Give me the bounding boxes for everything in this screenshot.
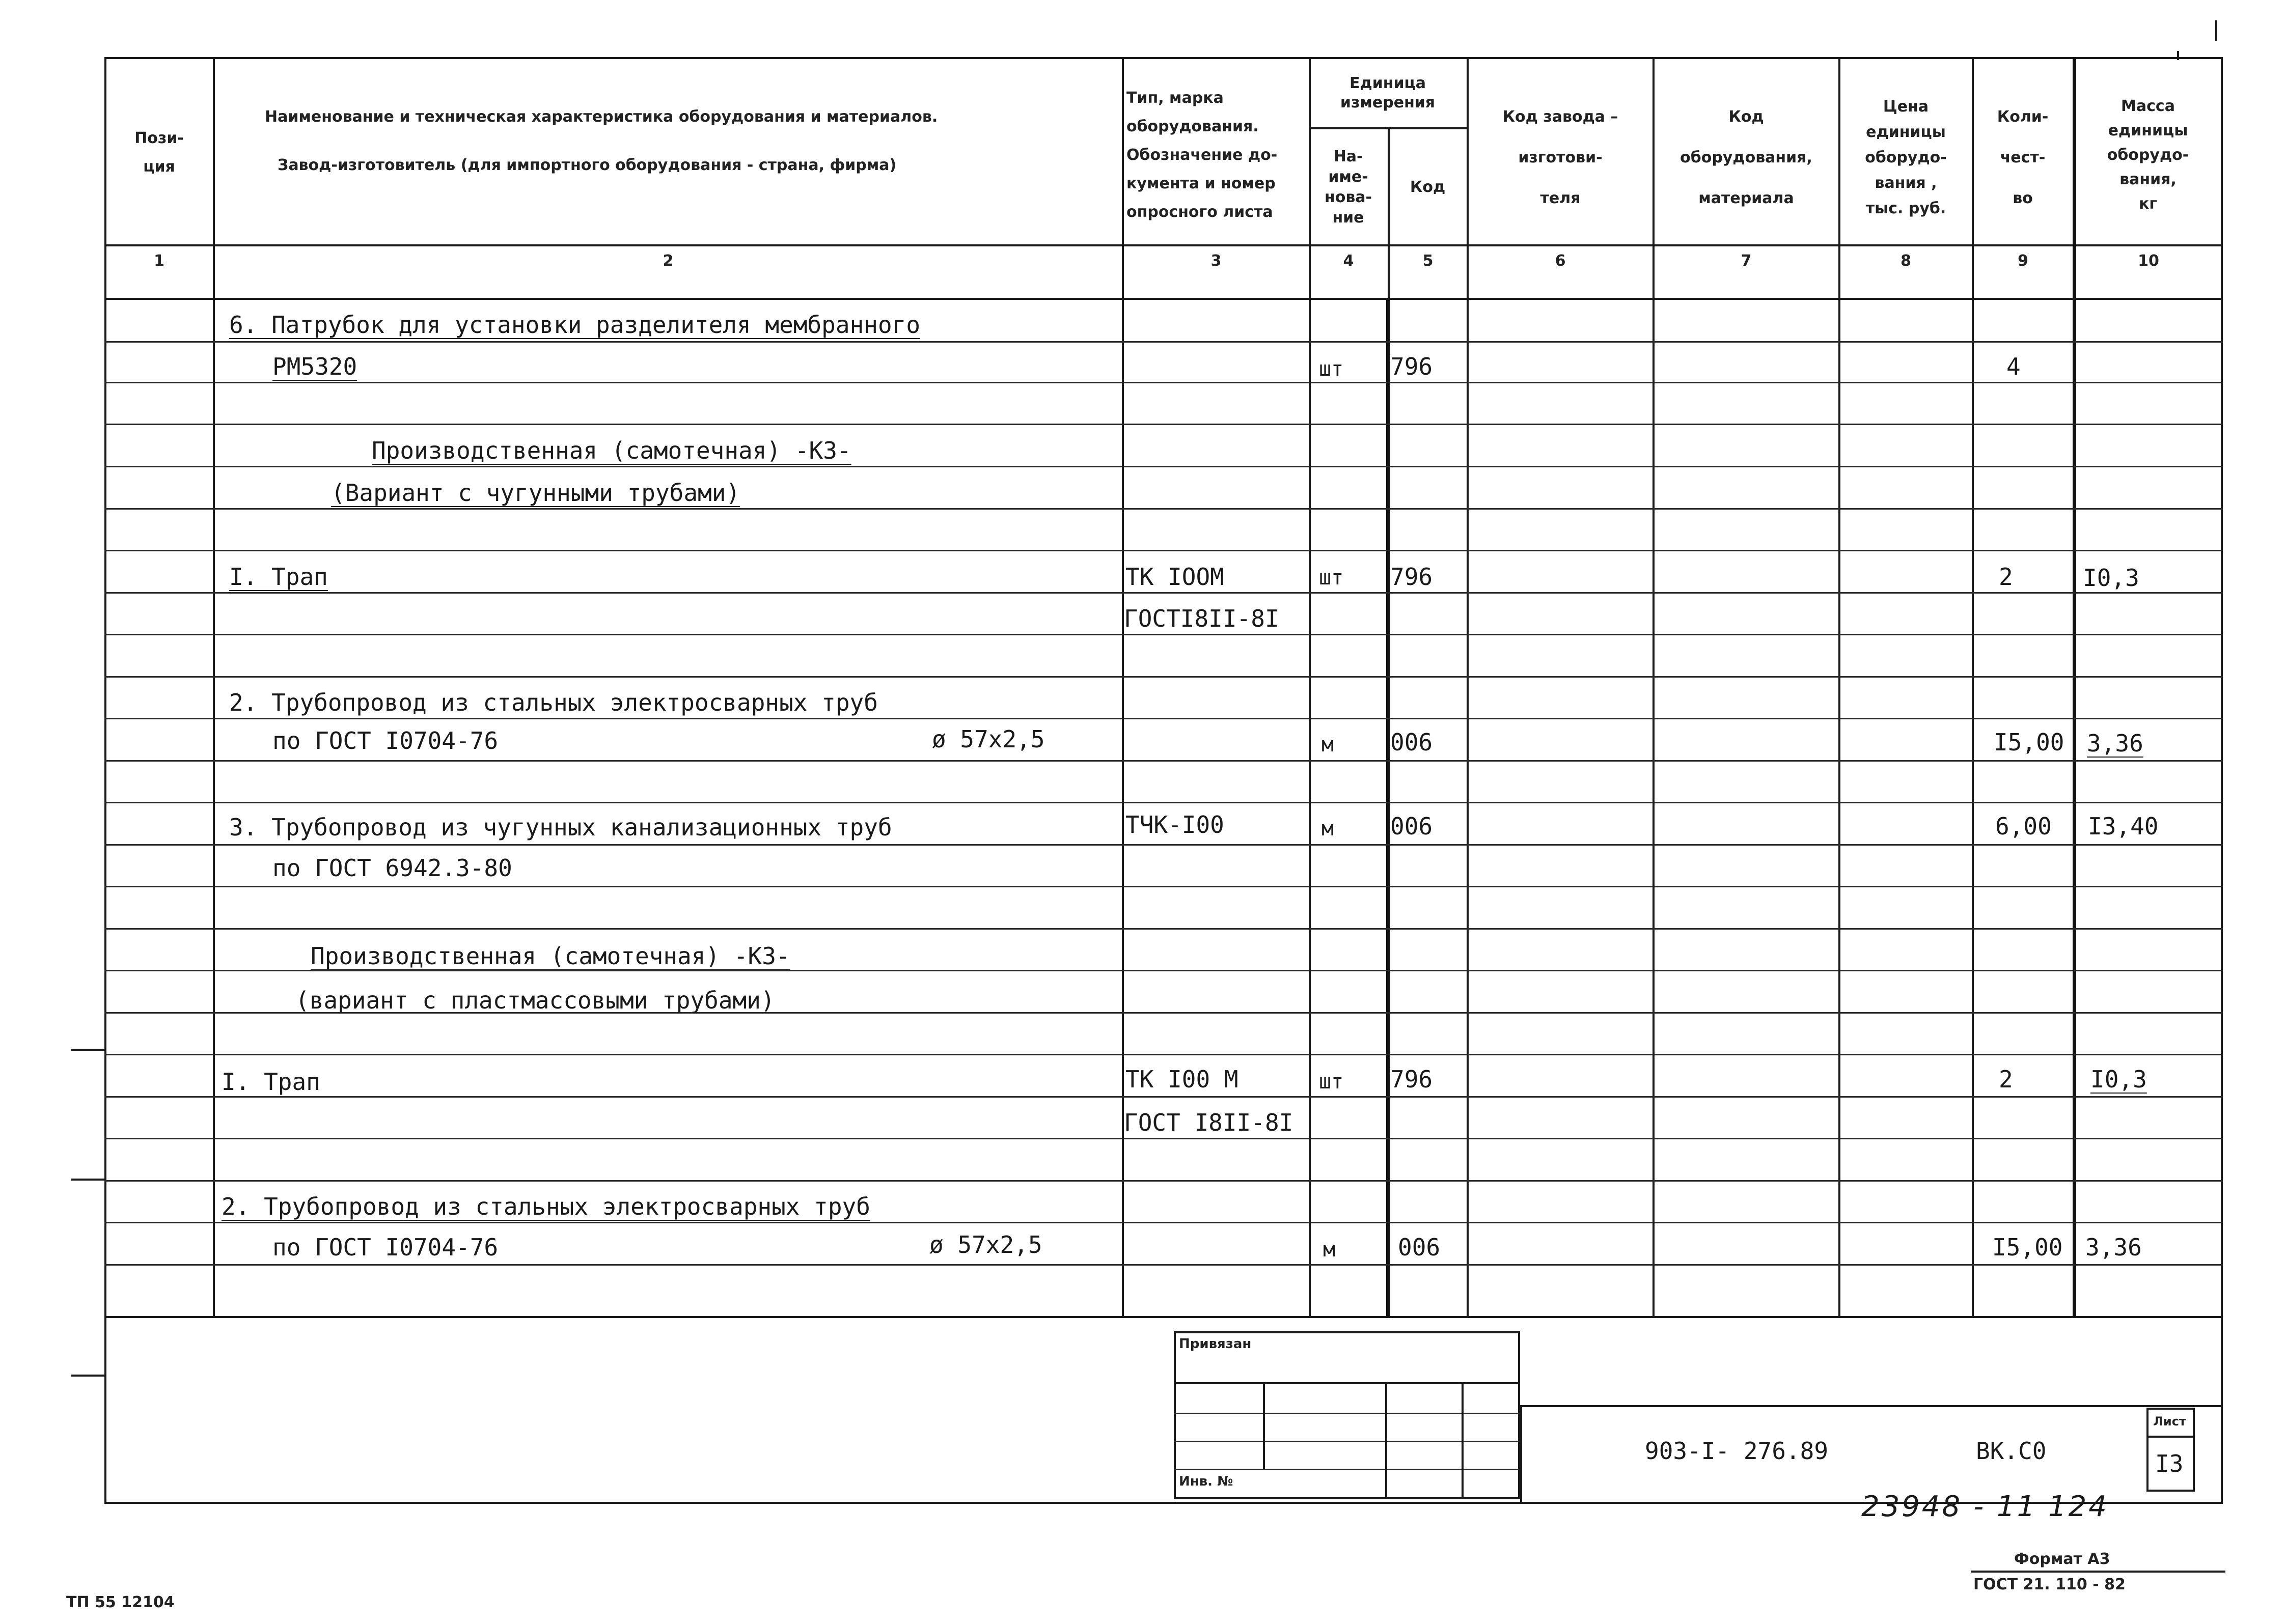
sheet-label: Лист <box>2153 1414 2186 1429</box>
row-code: 006 <box>1398 1234 1441 1261</box>
row-unit: м <box>1321 733 1334 757</box>
frame-right-line <box>2221 57 2223 1504</box>
row-line <box>104 844 2223 846</box>
col-number: 2 <box>663 252 674 270</box>
sheet-number: I3 <box>2155 1450 2184 1477</box>
row-type: ГОСТ I8II-8I <box>1124 1109 1293 1136</box>
stamp-divider <box>1263 1382 1265 1469</box>
row-line <box>104 1264 2223 1266</box>
row-line <box>104 550 2223 551</box>
crop-mark <box>2177 51 2179 60</box>
row-code: 006 <box>1390 813 1433 840</box>
row-name: 2. Трубопровод из стальных электросварных труб <box>222 1193 870 1220</box>
col-divider-9 <box>2073 57 2076 1318</box>
thick-block-top <box>1386 298 2076 300</box>
unit-subheader-line <box>1309 127 1467 129</box>
col-number: 8 <box>1901 252 1911 270</box>
tp-code: ТП 55 12104 <box>66 1593 175 1611</box>
col-number: 1 <box>154 252 164 270</box>
row-line <box>104 760 2223 762</box>
gost-label: ГОСТ 21. 110 - 82 <box>1973 1576 2126 1593</box>
header-type: Тип, марка оборудования. Обозначение до- кумента и номер опросного листа <box>1126 89 1278 221</box>
stamp-privyazan: Привязан <box>1179 1336 1252 1352</box>
row-section-subtitle: (вариант с пластмассовыми трубами) <box>295 987 775 1014</box>
row-qty: I5,00 <box>1994 729 2064 756</box>
row-unit: м <box>1323 1238 1336 1262</box>
row-code: 006 <box>1390 729 1433 756</box>
row-line <box>104 382 2223 383</box>
sheet-label-line <box>2146 1436 2195 1438</box>
row-line <box>104 1054 2223 1055</box>
col-divider-1 <box>213 57 215 1318</box>
stamp-divider <box>1385 1382 1387 1499</box>
header-name-line2: Завод-изготовитель (для импортного оборудования - страна, фирма) <box>278 156 897 174</box>
stamp-line <box>1174 1469 1520 1470</box>
stamp-line <box>1174 1382 1520 1384</box>
row-code: 796 <box>1390 1066 1433 1093</box>
row-type: ГОСТI8II-8I <box>1124 605 1279 632</box>
header-mass: Масса единицы оборудо- вания, кг <box>2107 97 2189 213</box>
document-mark: ВК.С0 <box>1976 1437 2047 1465</box>
header-position: Пози- ция <box>134 129 184 176</box>
row-code: 796 <box>1390 353 1433 380</box>
row-line <box>104 718 2223 719</box>
frame-left-line <box>104 57 106 1504</box>
frame-top-line <box>104 57 2223 59</box>
row-unit: м <box>1321 817 1334 841</box>
header-quantity: Коли- чест- во <box>1997 108 2049 207</box>
row-name: 2. Трубопровод из стальных электросварных труб <box>229 689 878 716</box>
row-qty: 2 <box>1999 1066 2013 1093</box>
row-section-title: Производственная (самотечная) -К3- <box>311 942 790 970</box>
row-name: по ГОСТ I0704-76 <box>272 1234 499 1261</box>
header-unit-name: На- име- нова- ние <box>1324 148 1372 227</box>
stamp-divider <box>1462 1382 1464 1499</box>
header-factory-code: Код завода – изготови- теля <box>1502 108 1618 207</box>
row-line <box>104 592 2223 594</box>
col-divider-5 <box>1467 57 1469 1318</box>
row-name: I. Трап <box>229 563 328 591</box>
header-unit: Единица измерения <box>1340 74 1436 111</box>
row-type: ТЧК-I00 <box>1125 811 1224 838</box>
stamp-line <box>1174 1441 1520 1442</box>
row-qty: I5,00 <box>1992 1234 2063 1261</box>
col-number: 9 <box>2018 252 2028 270</box>
col-divider-6 <box>1652 57 1655 1318</box>
row-mass: I0,3 <box>2083 564 2139 592</box>
row-name: 6. Патрубок для установки разделителя мембранного <box>229 311 921 339</box>
header-equipment-code: Код оборудования, материала <box>1680 108 1812 207</box>
row-qty: 6,00 <box>1995 813 2052 840</box>
stamp-line <box>1174 1413 1520 1414</box>
row-line <box>104 1096 2223 1098</box>
margin-mark <box>71 1375 106 1377</box>
format-label: Формат А3 <box>2014 1550 2110 1568</box>
row-dimension: ø 57х2,5 <box>932 725 1045 753</box>
row-line <box>104 466 2223 467</box>
row-name: I. Трап <box>222 1068 320 1096</box>
col-number: 7 <box>1741 252 1752 270</box>
header-price: Цена единицы оборудо- вания , тыс. руб. <box>1865 98 1947 217</box>
table-bottom-line <box>104 1316 2223 1318</box>
row-section-subtitle: (Вариант с чугунными трубами) <box>331 479 740 507</box>
row-line <box>104 341 2223 343</box>
row-line <box>104 508 2223 510</box>
row-code: 796 <box>1390 563 1433 591</box>
col-number: 4 <box>1343 252 1354 270</box>
document-code: 903-I- 276.89 <box>1645 1437 1829 1465</box>
col-number: 3 <box>1210 252 1222 270</box>
row-name: РМ5320 <box>272 353 357 380</box>
header-bottom-line <box>104 244 2223 246</box>
margin-mark <box>71 1179 106 1181</box>
title-block-top <box>1520 1405 2223 1407</box>
row-line <box>104 424 2223 425</box>
row-line <box>104 928 2223 930</box>
row-line <box>104 634 2223 635</box>
row-name: 3. Трубопровод из чугунных канализационных труб <box>229 814 892 841</box>
row-qty: 4 <box>2006 353 2021 380</box>
col-divider-8 <box>1972 57 1974 1318</box>
col-number: 10 <box>2138 252 2159 270</box>
handwritten-number: 23948 - 11 124 <box>1861 1490 2109 1523</box>
row-line <box>104 676 2223 678</box>
row-line <box>104 1138 2223 1139</box>
col-number: 5 <box>1422 252 1434 270</box>
col-divider-4-header <box>1388 127 1390 299</box>
row-line <box>104 1180 2223 1182</box>
row-name: по ГОСТ 6942.3-80 <box>272 854 512 882</box>
row-name: по ГОСТ I0704-76 <box>272 727 499 754</box>
row-line <box>104 802 2223 803</box>
row-unit: шт <box>1319 1070 1344 1094</box>
stamp-inventory: Инв. № <box>1179 1474 1233 1489</box>
row-section-title: Производственная (самотечная) -К3- <box>372 437 851 464</box>
crop-mark <box>2215 20 2217 41</box>
title-block-left <box>1520 1405 1522 1502</box>
col-divider-3 <box>1309 57 1311 1318</box>
header-name-line1: Наименование и техническая характеристика оборудования и материалов. <box>265 108 938 126</box>
row-mass: I3,40 <box>2088 813 2159 840</box>
row-mass: 3,36 <box>2087 730 2143 757</box>
row-mass: I0,3 <box>2090 1066 2147 1093</box>
row-line <box>104 886 2223 887</box>
row-mass: 3,36 <box>2085 1234 2142 1261</box>
footer-line <box>1971 1571 2225 1573</box>
col-divider-7 <box>1838 57 1840 1318</box>
row-dimension: ø 57х2,5 <box>929 1231 1042 1258</box>
margin-mark <box>71 1049 106 1051</box>
row-unit: шт <box>1319 566 1344 590</box>
row-unit: шт <box>1319 357 1344 381</box>
col-number: 6 <box>1555 252 1566 270</box>
row-qty: 2 <box>1999 563 2013 591</box>
header-unit-code: Код <box>1410 178 1446 196</box>
row-type: ТК I00 М <box>1125 1066 1238 1093</box>
row-type: ТК IООМ <box>1125 563 1224 591</box>
col-divider-4-body <box>1386 298 1390 1318</box>
row-line <box>104 1222 2223 1223</box>
